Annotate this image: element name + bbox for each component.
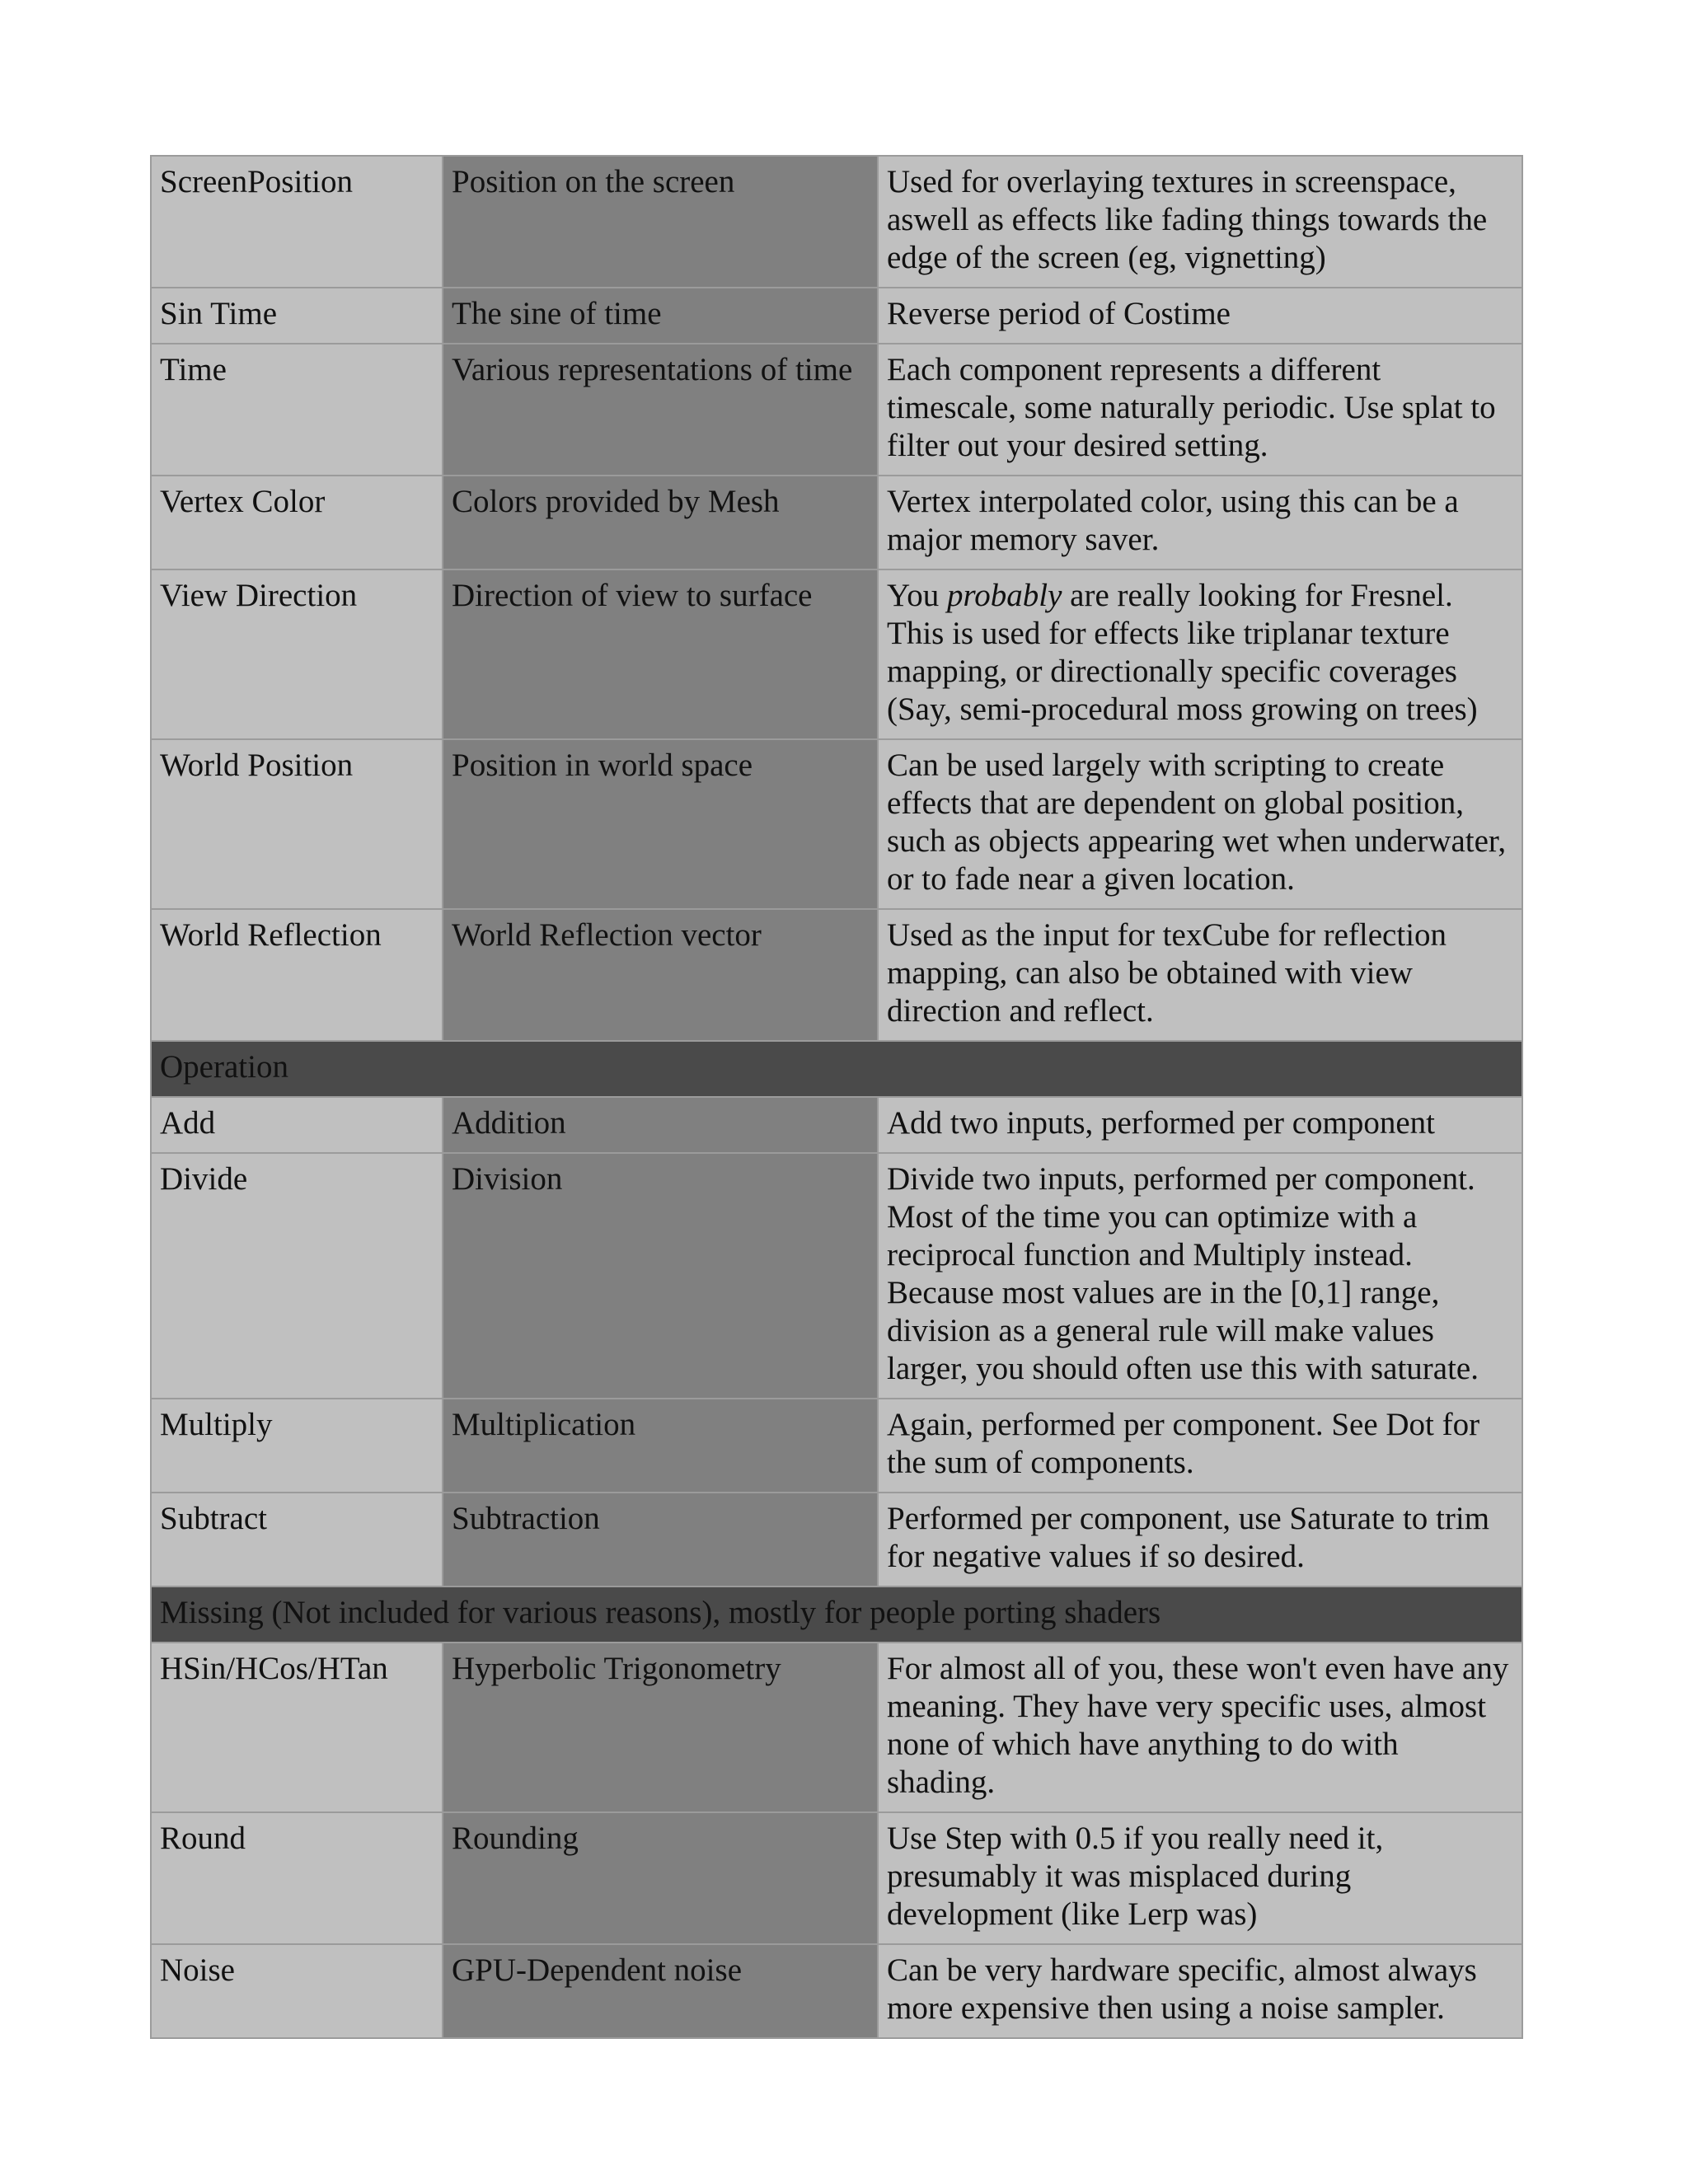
node-summary-cell: The sine of time: [443, 288, 878, 344]
node-summary-cell: Position on the screen: [443, 156, 878, 288]
node-summary-cell: Rounding: [443, 1812, 878, 1944]
node-detail-cell: Again, performed per component. See Dot for the sum of components.: [878, 1399, 1522, 1493]
table-row: [151, 909, 1522, 1041]
table-row: [151, 156, 1522, 288]
node-summary-cell: Various representations of time: [443, 344, 878, 476]
node-detail-cell: Can be used largely with scripting to create effects that are dependent on global position, such as objects appearing wet when underwater, or to fade near a given location.: [878, 739, 1522, 909]
node-name-cell: ScreenPosition: [151, 156, 443, 288]
detail-emphasis: probably: [947, 578, 1062, 613]
detail-text: You: [887, 578, 948, 613]
section-header-row: [151, 1041, 1522, 1097]
node-detail-cell: Divide two inputs, performed per component. Most of the time you can optimize with a reciprocal function and Multiply instead. Because most values are in the [0,1] range, division as a general rule will make values larger, you should often use this with saturate.: [878, 1153, 1522, 1399]
node-detail-cell: Reverse period of Costime: [878, 288, 1522, 344]
node-summary-cell: Subtraction: [443, 1493, 878, 1586]
node-summary-cell: GPU-Dependent noise: [443, 1944, 878, 2038]
node-name-cell: HSin/HCos/HTan: [151, 1643, 443, 1812]
table-row: [151, 1097, 1522, 1153]
node-summary-cell: Multiplication: [443, 1399, 878, 1493]
node-detail-cell: Can be very hardware specific, almost always more expensive then using a noise sampler.: [878, 1944, 1522, 2038]
node-detail-cell: Performed per component, use Saturate to trim for negative values if so desired.: [878, 1493, 1522, 1586]
node-name-cell: Multiply: [151, 1399, 443, 1493]
node-name-cell: Sin Time: [151, 288, 443, 344]
node-name-cell: Add: [151, 1097, 443, 1153]
table-row: [151, 1643, 1522, 1812]
table-row: [151, 476, 1522, 569]
node-detail-cell: Use Step with 0.5 if you really need it, presumably it was misplaced during development (like Lerp was): [878, 1812, 1522, 1944]
table-row: [151, 1153, 1522, 1399]
node-name-cell: Vertex Color: [151, 476, 443, 569]
table-row: [151, 1812, 1522, 1944]
table-row: [151, 344, 1522, 476]
node-summary-cell: Direction of view to surface: [443, 569, 878, 739]
table-row: [151, 739, 1522, 909]
node-detail-cell: Each component represents a different timescale, some naturally periodic. Use splat to filter out your desired setting.: [878, 344, 1522, 476]
shader-node-reference-table: [150, 155, 1523, 2039]
node-summary-cell: Position in world space: [443, 739, 878, 909]
node-summary-cell: Hyperbolic Trigonometry: [443, 1643, 878, 1812]
section-header-operation: Operation: [151, 1041, 1522, 1097]
node-summary-cell: Addition: [443, 1097, 878, 1153]
node-name-cell: Noise: [151, 1944, 443, 2038]
section-header-missing: Missing (Not included for various reasons), mostly for people porting shaders: [151, 1586, 1522, 1643]
node-detail-cell: Used as the input for texCube for reflection mapping, can also be obtained with view direction and reflect.: [878, 909, 1522, 1041]
table-row: [151, 569, 1522, 739]
node-name-cell: World Reflection: [151, 909, 443, 1041]
table-row: [151, 1399, 1522, 1493]
node-detail-cell: For almost all of you, these won't even have any meaning. They have very specific uses, almost none of which have anything to do with shading.: [878, 1643, 1522, 1812]
node-name-cell: Subtract: [151, 1493, 443, 1586]
node-name-cell: Divide: [151, 1153, 443, 1399]
node-name-cell: World Position: [151, 739, 443, 909]
table-row: [151, 1944, 1522, 2038]
node-detail-cell: Vertex interpolated color, using this can be a major memory saver.: [878, 476, 1522, 569]
node-name-cell: Time: [151, 344, 443, 476]
node-detail-cell: Add two inputs, performed per component: [878, 1097, 1522, 1153]
detail-text: are really looking for Fresnel. This is used for effects like triplanar texture mapping, or directionally specific coverages (Say, semi-procedural moss growing on trees): [887, 578, 1478, 727]
node-name-cell: Round: [151, 1812, 443, 1944]
node-summary-cell: World Reflection vector: [443, 909, 878, 1041]
section-header-row: [151, 1586, 1522, 1643]
node-detail-cell: [878, 569, 1522, 739]
node-summary-cell: Colors provided by Mesh: [443, 476, 878, 569]
node-summary-cell: Division: [443, 1153, 878, 1399]
node-name-cell: View Direction: [151, 569, 443, 739]
table-row: [151, 288, 1522, 344]
table-row: [151, 1493, 1522, 1586]
node-detail-cell: Used for overlaying textures in screenspace, aswell as effects like fading things towards the edge of the screen (eg, vignetting): [878, 156, 1522, 288]
